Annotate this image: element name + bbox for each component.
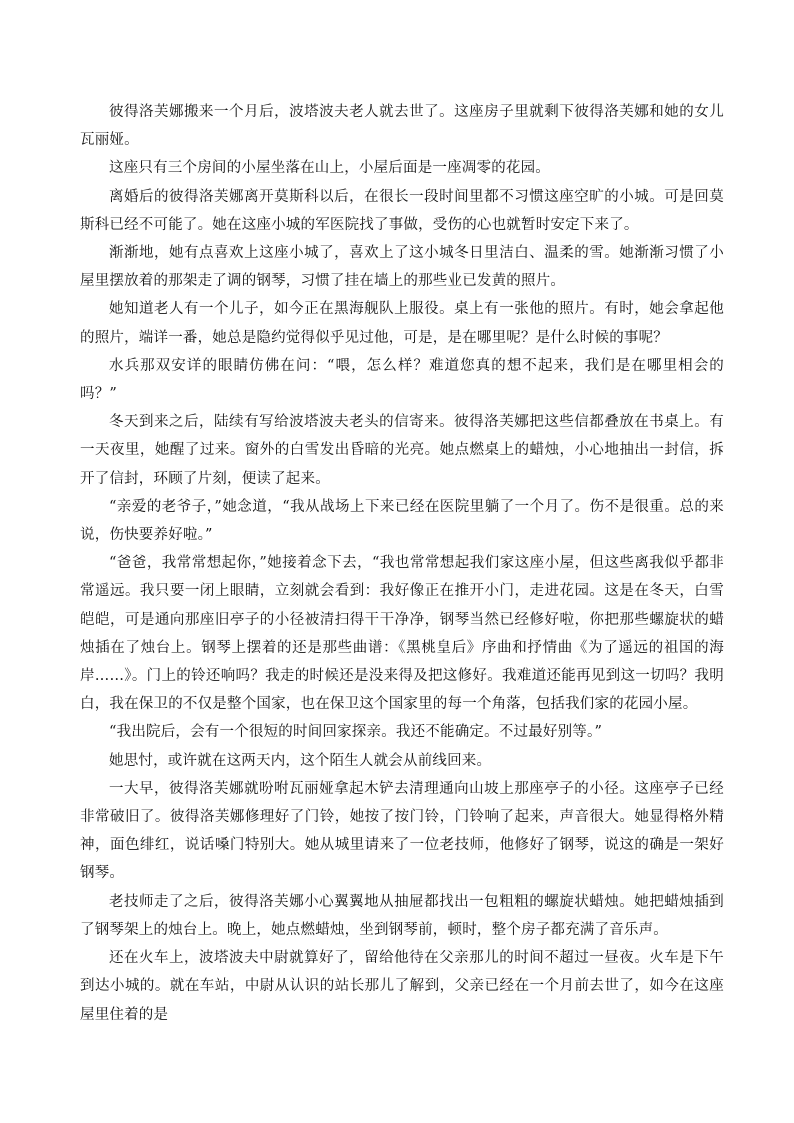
paragraph: 还在火车上，波塔波夫中尉就算好了，留给他待在父亲那儿的时间不超过一昼夜。火车是下午到达小城的。就在车站，中尉从认识的站长那儿了解到，父亲已经在一个月前去世了，如今在这座屋里住着的是 <box>80 950 724 1023</box>
paragraph: 老技师走了之后，彼得洛芙娜小心翼翼地从抽屉都找出一包粗粗的螺旋状蜡烛。她把蜡烛插到了钢琴架上的烛台上。晚上，她点燃蜡烛，坐到钢琴前，顿时，整个房子都充满了音乐声。 <box>80 893 724 938</box>
paragraph: “亲爱的老爷子，”她念道，“我从战场上下来已经在医院里躺了一个月了。伤不是很重。总的来说，伤快要养好啦。” <box>80 498 724 544</box>
paragraph: 水兵那双安详的眼睛仿佛在问：“喂，怎么样？难道您真的想不起来，我们是在哪里相会的吗？” <box>80 357 724 403</box>
paragraph: “爸爸，我常常想起你，”她接着念下去，“我也常常想起我们家这座小屋，但这些离我似乎都非常遥远。我只要一闭上眼睛，立刻就会看到：我好像正在推开小门，走进花园。这是在冬天，白雪皑皑，可是通向那座旧亭子的小径被清扫得干干净净，钢琴当然已经修好啦，你把那些螺旋状的蜡烛插在了烛台上。钢琴上摆着的还是那些曲谱：《黑桃皇后》序曲和抒情曲《为了遥远的祖国的海岸……》。门上的铃还响吗？我走的时候还是没来得及把这修好。我难道还能再见到这一切吗？我明白，我在保卫的不仅是整个国家，也在保卫这个国家里的每一个角落，包括我们家的花园小屋。 <box>80 555 724 713</box>
paragraph: 离婚后的彼得洛芙娜离开莫斯科以后，在很长一段时间里都不习惯这座空旷的小城。可是回莫斯科已经不可能了。她在这座小城的军医院找了事做，受伤的心也就暂时安定下来了。 <box>80 188 724 233</box>
paragraph: 彼得洛芙娜搬来一个月后，波塔波夫老人就去世了。这座房子里就剩下彼得洛芙娜和她的女儿瓦丽娅。 <box>80 104 724 149</box>
paragraph: “我出院后，会有一个很短的时间回家探亲。我还不能确定。不过最好别等。” <box>109 724 603 741</box>
paragraph: 她知道老人有一个儿子，如今正在黑海舰队上服役。桌上有一张他的照片。有时，她会拿起他的照片，端详一番，她总是隐约觉得似乎见过他，可是，是在哪里呢？是什么时候的事呢？ <box>80 301 724 346</box>
paragraph: 这座只有三个房间的小屋坐落在山上，小屋后面是一座凋零的花园。 <box>109 160 550 177</box>
paragraph: 她思忖，或许就在这两天内，这个陌生人就会从前线回来。 <box>109 752 492 769</box>
paragraph: 一大早，彼得洛芙娜就吩咐瓦丽娅拿起木铲去清理通向山坡上那座亭子的小径。这座亭子已经非常破旧了。彼得洛芙娜修理好了门铃，她按了按门铃，门铃响了起来，声音很大。她显得格外精神，面色绯红，说话嗓门特别大。她从城里请来了一位老技师，他修好了钢琴，说这的确是一架好钢琴。 <box>80 780 724 882</box>
paragraph: 冬天到来之后，陆续有写给波塔波夫老头的信寄来。彼得洛芙娜把这些信都叠放在书桌上。有一天夜里，她醒了过来。窗外的白雪发出昏暗的光亮。她点燃桌上的蜡烛，小心地抽出一封信，拆开了信封，环顾了片刻，便读了起来。 <box>80 414 724 487</box>
document-body <box>80 98 724 1029</box>
paragraph: 渐渐地，她有点喜欢上这座小城了，喜欢上了这小城冬日里洁白、温柔的雪。她渐渐习惯了小屋里摆放着的那架走了调的钢琴，习惯了挂在墙上的那些业已发黄的照片。 <box>80 245 724 290</box>
